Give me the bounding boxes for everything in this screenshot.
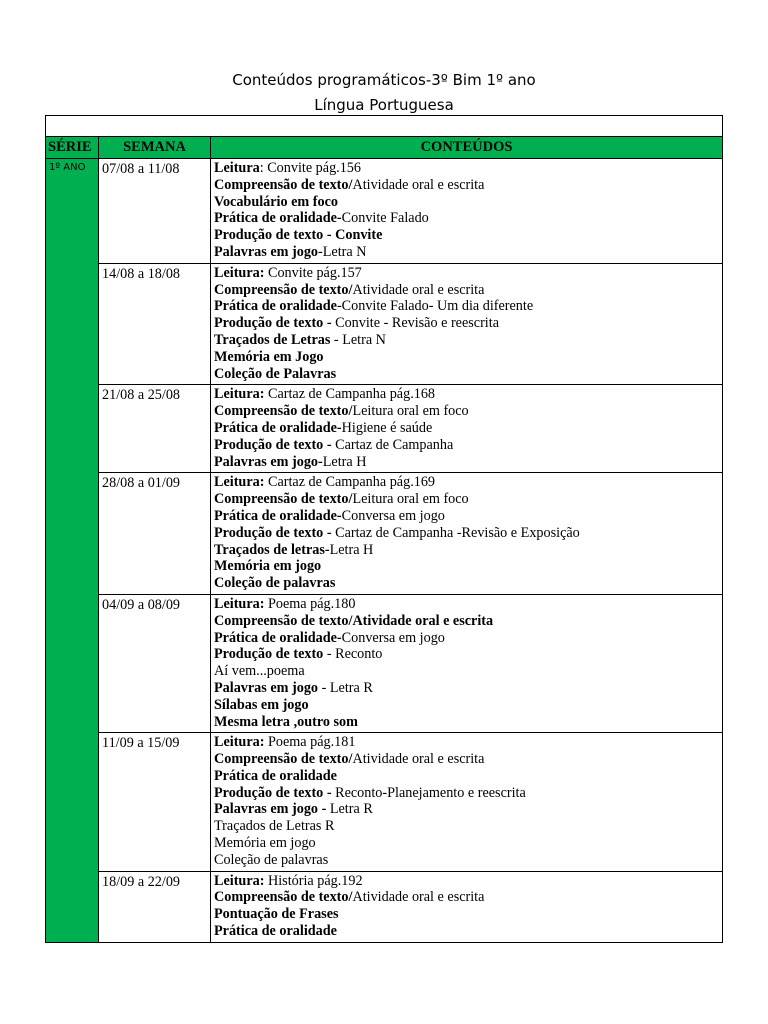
content-line — [214, 508, 722, 525]
week-cell: 11/09 a 15/09 — [99, 733, 211, 871]
content-line-text: Aí vem...poema — [214, 663, 305, 680]
content-line-bold: Memória em jogo — [214, 558, 322, 575]
content-cell — [211, 871, 723, 942]
week-cell: 14/08 a 18/08 — [99, 263, 211, 385]
content-line-bold: Palavras em jogo- — [214, 453, 323, 470]
content-line — [214, 596, 722, 613]
content-line — [214, 244, 722, 261]
content-line-bold: Compreensão de texto/ — [214, 176, 353, 193]
content-line — [214, 889, 722, 906]
header-serie: SÉRIE — [46, 137, 99, 159]
content-line — [214, 177, 722, 194]
content-line-text: Leitura oral em foco — [352, 403, 469, 420]
content-line-bold: Compreensão de texto/Atividade oral e escrita — [214, 612, 494, 629]
content-line-bold: Coleção de palavras — [214, 575, 336, 592]
content-line — [214, 697, 722, 714]
content-line-text: Higiene é saúde — [341, 419, 433, 436]
content-line — [214, 906, 722, 923]
content-line-bold: Prática de oralidade- — [214, 629, 342, 646]
content-cell — [211, 594, 723, 732]
table-row — [46, 159, 723, 264]
content-line-text: História pág.192 — [264, 872, 363, 889]
blank-row — [46, 116, 723, 137]
content-line-text: Convite Falado — [341, 210, 429, 227]
content-line-text: -Letra N — [318, 243, 367, 260]
header-conteudos: CONTEÚDOS — [211, 137, 723, 159]
content-line — [214, 474, 722, 491]
content-line-text: Atividade oral e escrita — [352, 281, 485, 298]
content-line — [214, 525, 722, 542]
content-line-bold: Produção de texto - — [214, 524, 336, 541]
content-line — [214, 265, 722, 282]
content-line-bold: Prática de oralidade- — [214, 419, 342, 436]
week-cell: 18/09 a 22/09 — [99, 871, 211, 942]
content-line — [214, 818, 722, 835]
content-line — [214, 768, 722, 785]
content-line-bold: Sílabas em jogo — [214, 696, 309, 713]
content-line-bold: Leitura: — [214, 595, 265, 612]
content-line-text: - Reconto — [323, 646, 383, 663]
content-cell — [211, 159, 723, 264]
content-line — [214, 315, 722, 332]
content-line — [214, 454, 722, 471]
content-line-bold: Palavras em jogo - — [214, 801, 330, 818]
content-line-text: Traçados de Letras R — [214, 818, 335, 835]
content-line-bold: Prática de oralidade — [214, 298, 337, 315]
content-line-text: Cartaz de Campanha -Revisão e Exposição — [335, 524, 580, 541]
content-table — [45, 115, 723, 943]
content-line — [214, 542, 722, 559]
content-line — [214, 420, 722, 437]
content-line-text: Convite pág.157 — [264, 264, 362, 281]
header-row — [46, 137, 723, 159]
content-line-bold: Leitura: — [214, 264, 265, 281]
content-cell — [211, 263, 723, 385]
content-line-text: -Convite Falado- Um dia diferente — [336, 298, 534, 315]
content-line-bold: Produção de texto - — [214, 315, 336, 332]
content-line-bold: Produção de texto — [214, 646, 324, 663]
content-line-bold: Palavras em jogo — [214, 679, 319, 696]
content-line-text: Conversa em jogo — [341, 507, 445, 524]
content-line-text: Atividade oral e escrita — [352, 176, 485, 193]
content-line-bold: Traçados de Letras — [214, 331, 331, 348]
content-line-bold: Compreensão de texto/ — [214, 491, 353, 508]
content-line-bold: Coleção de Palavras — [214, 365, 337, 382]
content-line-text: Cartaz de Campanha pág.169 — [264, 474, 436, 491]
content-line-bold: Prática de oralidade- — [214, 210, 342, 227]
content-line-text: Coleção de palavras — [214, 851, 329, 868]
content-line-bold: Compreensão de texto/ — [214, 751, 353, 768]
content-line-bold: Mesma letra ,outro som — [214, 713, 358, 730]
content-line-bold: Compreensão de texto/ — [214, 889, 353, 906]
table-row — [46, 385, 723, 473]
content-line-text: Atividade oral e escrita — [352, 751, 485, 768]
content-line — [214, 491, 722, 508]
table-row — [46, 473, 723, 595]
content-line-bold: Prática de oralidade — [214, 767, 337, 784]
content-line-text: Reconto-Planejamento e reescrita — [335, 784, 526, 801]
content-line — [214, 437, 722, 454]
content-line-bold: Produção de texto - Convite — [214, 227, 383, 244]
table-row — [46, 594, 723, 732]
content-line-bold: Compreensão de texto/ — [214, 281, 353, 298]
content-line — [214, 210, 722, 227]
header-semana: SEMANA — [99, 137, 211, 159]
content-line — [214, 630, 722, 647]
content-line — [214, 852, 722, 869]
content-line-text: Cartaz de Campanha pág.168 — [264, 386, 436, 403]
content-line — [214, 194, 722, 211]
content-line-bold: Palavras em jogo — [214, 243, 319, 260]
content-line-text: Atividade oral e escrita — [352, 889, 485, 906]
document-subtitle: Língua Portuguesa — [314, 96, 454, 114]
content-line-bold: Vocabulário em foco — [214, 193, 338, 210]
content-line-bold: Prática de oralidade — [214, 923, 337, 940]
content-line-text: Conversa em jogo — [341, 629, 445, 646]
content-line — [214, 873, 722, 890]
content-line-text: Poema pág.180 — [264, 595, 356, 612]
content-line-bold: Leitura — [214, 160, 260, 176]
content-line-text: Letra H — [329, 541, 374, 558]
content-line-bold: Produção de texto - — [214, 784, 336, 801]
content-line — [214, 680, 722, 697]
week-cell: 04/09 a 08/09 — [99, 594, 211, 732]
content-line-text: : Convite pág.156 — [259, 160, 361, 176]
week-cell: 28/08 a 01/09 — [99, 473, 211, 595]
content-line — [214, 923, 722, 940]
content-line — [214, 751, 722, 768]
document-title: Conteúdos programáticos-3º Bim 1º ano — [232, 71, 536, 89]
table-row — [46, 263, 723, 385]
content-line — [214, 646, 722, 663]
content-line — [214, 613, 722, 630]
table-row — [46, 871, 723, 942]
content-line-text: Letra H — [322, 453, 367, 470]
week-cell: 07/08 a 11/08 — [99, 159, 211, 264]
content-line — [214, 575, 722, 592]
content-line-bold: Leitura: — [214, 734, 265, 751]
content-line — [214, 386, 722, 403]
content-line — [214, 282, 722, 299]
content-cell — [211, 733, 723, 871]
serie-cell: 1º ANO — [46, 159, 99, 943]
content-line — [214, 734, 722, 751]
content-line — [214, 663, 722, 680]
content-cell — [211, 473, 723, 595]
content-line-text: - Letra N — [330, 331, 386, 348]
content-line-text: Letra R — [329, 801, 373, 818]
content-line — [214, 366, 722, 383]
content-line-text: Convite - Revisão e reescrita — [335, 315, 499, 332]
content-line — [214, 227, 722, 244]
content-line — [214, 298, 722, 315]
content-line-text: Poema pág.181 — [264, 734, 356, 751]
content-line — [214, 835, 722, 852]
content-line-bold: Produção de texto - — [214, 436, 336, 453]
content-cell — [211, 385, 723, 473]
content-line-bold: Traçados de letras- — [214, 541, 330, 558]
content-line-bold: Leitura: — [214, 872, 265, 889]
content-line-text: Cartaz de Campanha — [335, 436, 454, 453]
content-line-text: Leitura oral em foco — [352, 491, 469, 508]
table-row — [46, 733, 723, 871]
week-cell: 21/08 a 25/08 — [99, 385, 211, 473]
content-line-text: - Letra R — [318, 679, 373, 696]
content-line — [214, 403, 722, 420]
content-line — [214, 332, 722, 349]
content-line-bold: Memória em Jogo — [214, 348, 324, 365]
content-line-text: Memória em jogo — [214, 835, 316, 852]
content-line — [214, 349, 722, 366]
content-line — [214, 558, 722, 575]
content-line-bold: Leitura: — [214, 386, 265, 403]
content-line — [214, 785, 722, 802]
content-line — [214, 714, 722, 731]
content-line — [214, 160, 722, 177]
content-line-bold: Leitura: — [214, 474, 265, 491]
content-line — [214, 801, 722, 818]
content-line-bold: Prática de oralidade- — [214, 507, 342, 524]
content-line-bold: Compreensão de texto/ — [214, 403, 353, 420]
content-line-bold: Pontuação de Frases — [214, 906, 339, 923]
